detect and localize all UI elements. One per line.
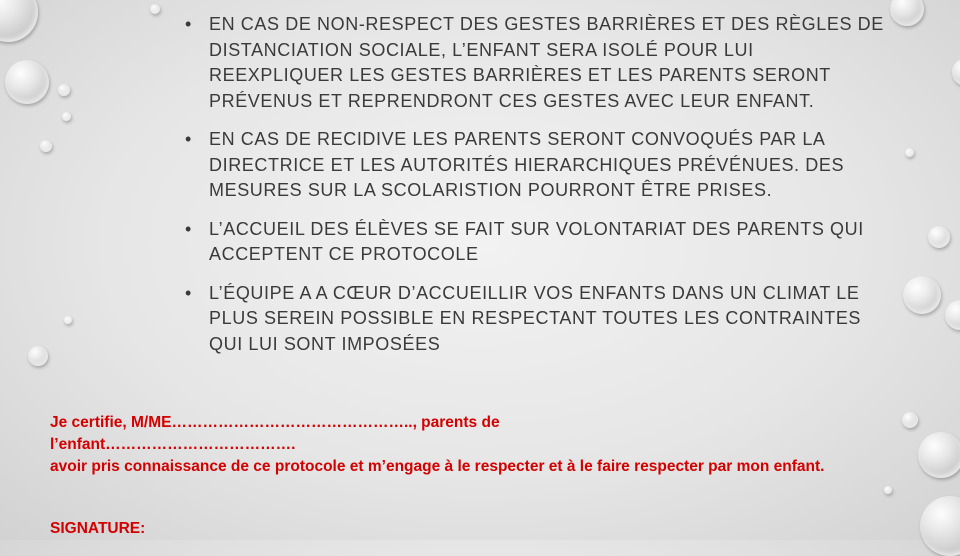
water-drop-decoration <box>150 4 160 14</box>
water-drop-decoration <box>40 140 52 152</box>
bullet-marker: • <box>185 129 192 149</box>
water-drop-decoration <box>928 226 950 248</box>
bullet-item-non-respect <box>185 12 885 114</box>
signature-label: SIGNATURE: <box>50 520 146 537</box>
water-drop-decoration <box>905 148 914 157</box>
certification-line-parent: Je certifie, M/ME……………………………………….., parents de <box>50 414 500 431</box>
certification-line-commitment: avoir pris connaissance de ce protocole et m’engage à le respecter et à le faire respecter par mon enfant. <box>50 458 825 475</box>
bullet-item-equipe <box>185 281 885 358</box>
bullet-marker: • <box>185 218 192 239</box>
protocol-bullet-list <box>185 12 885 370</box>
bullet-text: L’ÉQUIPE A A CŒUR D’ACCUEILLIR VOS ENFANTS DANS UN CLIMAT LE PLUS SEREIN POSSIBLE EN RESPECTANT TOUTES LES CONTRAINTES QUI LUI SONT IMPOSÉES <box>209 282 862 354</box>
water-drop-decoration <box>884 486 892 494</box>
water-drop-decoration <box>952 58 960 86</box>
bullet-marker: • <box>185 282 192 303</box>
bullet-marker: • <box>185 14 192 34</box>
water-drop-decoration <box>920 496 960 556</box>
water-drop-decoration <box>64 316 72 324</box>
certification-line-child: l’enfant………………………………. <box>50 436 296 453</box>
water-drop-decoration <box>5 60 49 104</box>
bullet-text: EN CAS DE RECIDIVE LES PARENTS SERONT CONVOQUÉS PAR LA DIRECTRICE ET LES AUTORITÉS HIERARCHIQUES PRÉVÉNUES. DES MESURES SUR LA SCOLARISTION POURRONT ÊTRE PRISES. <box>209 129 845 200</box>
bullet-text: EN CAS DE NON-RESPECT DES GESTES BARRIÈRES ET DES RÈGLES DE DISTANCIATION SOCIALE, L’ENFANT SERA ISOLÉ POUR LUI REEXPLIQUER LES GESTES BARRIÈRES ET LES PARENTS SERONT PRÉVENUS ET REPRENDRONT CES GESTES AVEC LEUR ENFANT. <box>209 14 884 111</box>
water-drop-decoration <box>903 276 941 314</box>
water-drop-decoration <box>918 432 960 478</box>
water-drop-decoration <box>28 346 48 366</box>
certification-statement <box>50 412 880 478</box>
water-drop-decoration <box>945 300 960 330</box>
bullet-item-accueil <box>185 217 885 268</box>
water-drop-decoration <box>902 412 918 428</box>
bullet-item-recidive <box>185 127 885 204</box>
water-drop-decoration <box>58 84 70 96</box>
water-drop-decoration <box>0 0 38 42</box>
water-drop-decoration <box>62 112 71 121</box>
bullet-text: L’ACCUEIL DES ÉLÈVES SE FAIT SUR VOLONTARIAT DES PARENTS QUI ACCEPTENT CE PROTOCOLE <box>209 218 864 264</box>
water-drop-decoration <box>890 0 924 26</box>
